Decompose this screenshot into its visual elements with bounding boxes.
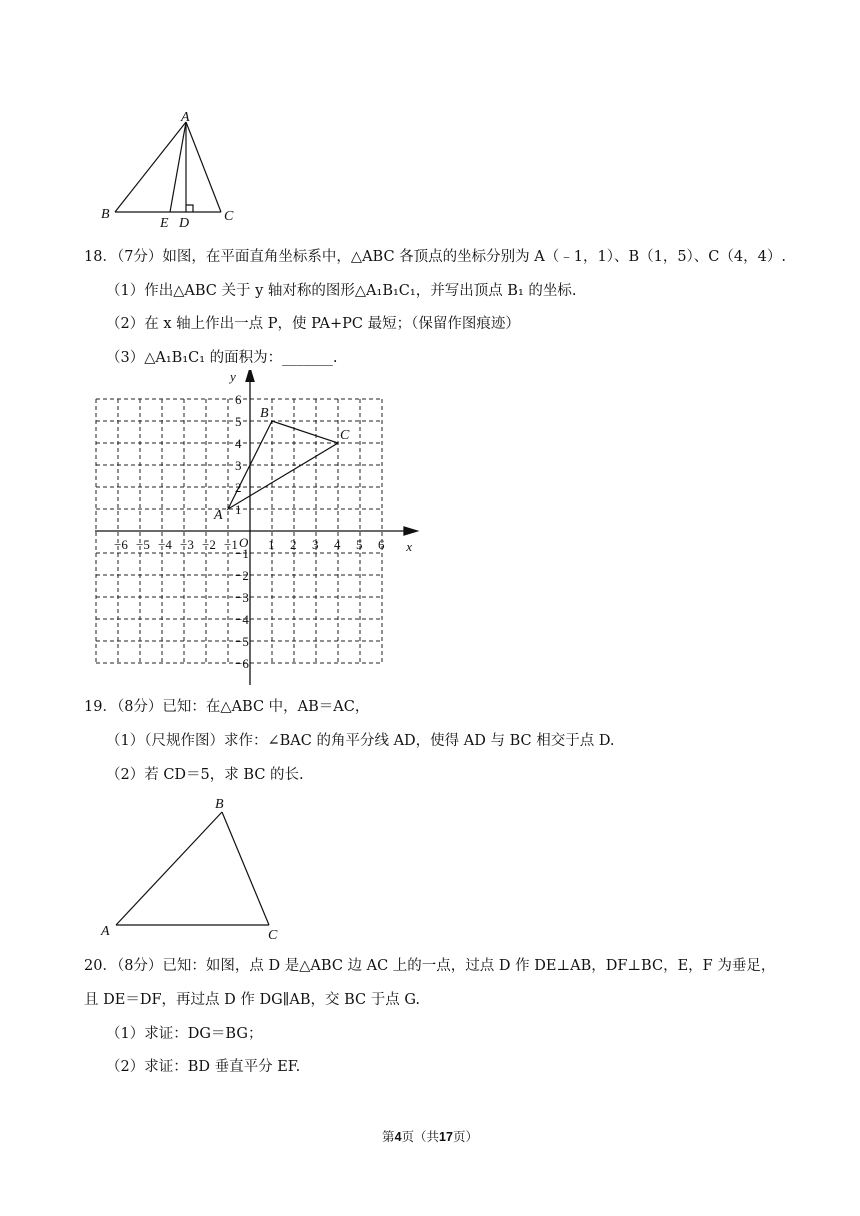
label-B: B xyxy=(101,207,110,222)
x-tick-label: 1 xyxy=(268,537,275,552)
q20-part1: （1）求证：DG＝BG； xyxy=(106,1026,263,1042)
footer-prefix: 第 xyxy=(382,1129,395,1144)
y-tick-label: −3 xyxy=(235,590,249,605)
footer-total-pages: 17 xyxy=(439,1130,453,1144)
x-axis-label: x xyxy=(406,539,412,554)
footer-mid: 页（共 xyxy=(401,1129,440,1144)
q18-part2: （2）在 x 轴上作出一点 P，使 PA+PC 最短；（保留作图痕迹） xyxy=(106,316,520,332)
y-axis-label: y xyxy=(230,370,236,384)
label-D: D xyxy=(179,216,190,231)
y-tick-label: 3 xyxy=(235,458,242,473)
point-label-c: C xyxy=(340,428,350,443)
y-tick-label: −4 xyxy=(235,612,249,627)
y-tick-label: 5 xyxy=(235,414,242,429)
label-A: A xyxy=(101,924,110,939)
q20-stem-line2: 且 DE＝DF，再过点 D 作 DG∥AB，交 BC 于点 G. xyxy=(84,992,421,1008)
x-tick-label: −5 xyxy=(136,537,150,552)
page-footer xyxy=(0,1127,860,1145)
q19-stem: 19．（8分）已知：在△ABC 中，AB＝AC， xyxy=(84,699,370,715)
x-tick-label: 2 xyxy=(290,537,297,552)
x-tick-label: −3 xyxy=(180,537,194,552)
coordinate-grid xyxy=(95,370,425,685)
label-B: B xyxy=(215,797,224,812)
x-tick-label: −2 xyxy=(202,537,216,552)
label-C: C xyxy=(224,209,234,224)
footer-suffix: 页） xyxy=(452,1129,478,1144)
q20-stem-line1: 20．（8分）已知：如图，点 D 是△ABC 边 AC 上的一点，过点 D 作 DE⊥AB，DF⊥BC，E，F 为垂足， xyxy=(84,958,776,974)
x-tick-label: −4 xyxy=(158,537,172,552)
y-tick-label: −5 xyxy=(235,634,249,649)
q18-stem: 18．（7分）如图，在平面直角坐标系中，△ABC 各顶点的坐标分别为 A（﹣1，1）、B（1，5）、C（4，4）. xyxy=(84,249,786,265)
x-axis-arrow xyxy=(404,527,417,535)
origin-label: O xyxy=(239,535,249,550)
label-C: C xyxy=(268,928,278,943)
y-tick-label: −6 xyxy=(235,656,249,671)
q19-part2: （2）若 CD＝5，求 BC 的长. xyxy=(106,767,304,783)
x-tick-label: 3 xyxy=(312,537,319,552)
figure-triangle-altitude xyxy=(90,108,250,233)
y-tick-label: 2 xyxy=(235,480,242,495)
y-tick-label: 4 xyxy=(235,436,242,451)
point-label-b: B xyxy=(260,406,269,421)
y-tick-label: −1 xyxy=(235,546,249,561)
y-tick-label: 6 xyxy=(235,392,242,407)
q20-part2: （2）求证：BD 垂直平分 EF. xyxy=(106,1059,301,1075)
point-label-a: A xyxy=(214,508,223,523)
x-tick-label: −1 xyxy=(224,537,238,552)
figure-triangle-abc xyxy=(96,790,296,946)
q18-part1: （1）作出△ABC 关于 y 轴对称的图形△A₁B₁C₁，并写出顶点 B₁ 的坐标. xyxy=(106,283,577,299)
x-tick-label: 6 xyxy=(378,537,385,552)
q18-part3: （3）△A₁B₁C₁ 的面积为：_______. xyxy=(106,350,338,366)
label-E: E xyxy=(160,216,169,231)
x-tick-label: 4 xyxy=(334,537,341,552)
x-tick-label: −6 xyxy=(114,537,128,552)
y-axis-arrow xyxy=(246,370,254,381)
label-A: A xyxy=(181,110,190,125)
y-tick-label: 1 xyxy=(235,502,242,517)
x-tick-label: 5 xyxy=(356,537,363,552)
footer-page-number: 4 xyxy=(394,1130,402,1144)
y-tick-label: −2 xyxy=(235,568,249,583)
q19-part1: （1）（尺规作图）求作：∠BAC 的角平分线 AD，使得 AD 与 BC 相交于点 D. xyxy=(106,733,615,749)
